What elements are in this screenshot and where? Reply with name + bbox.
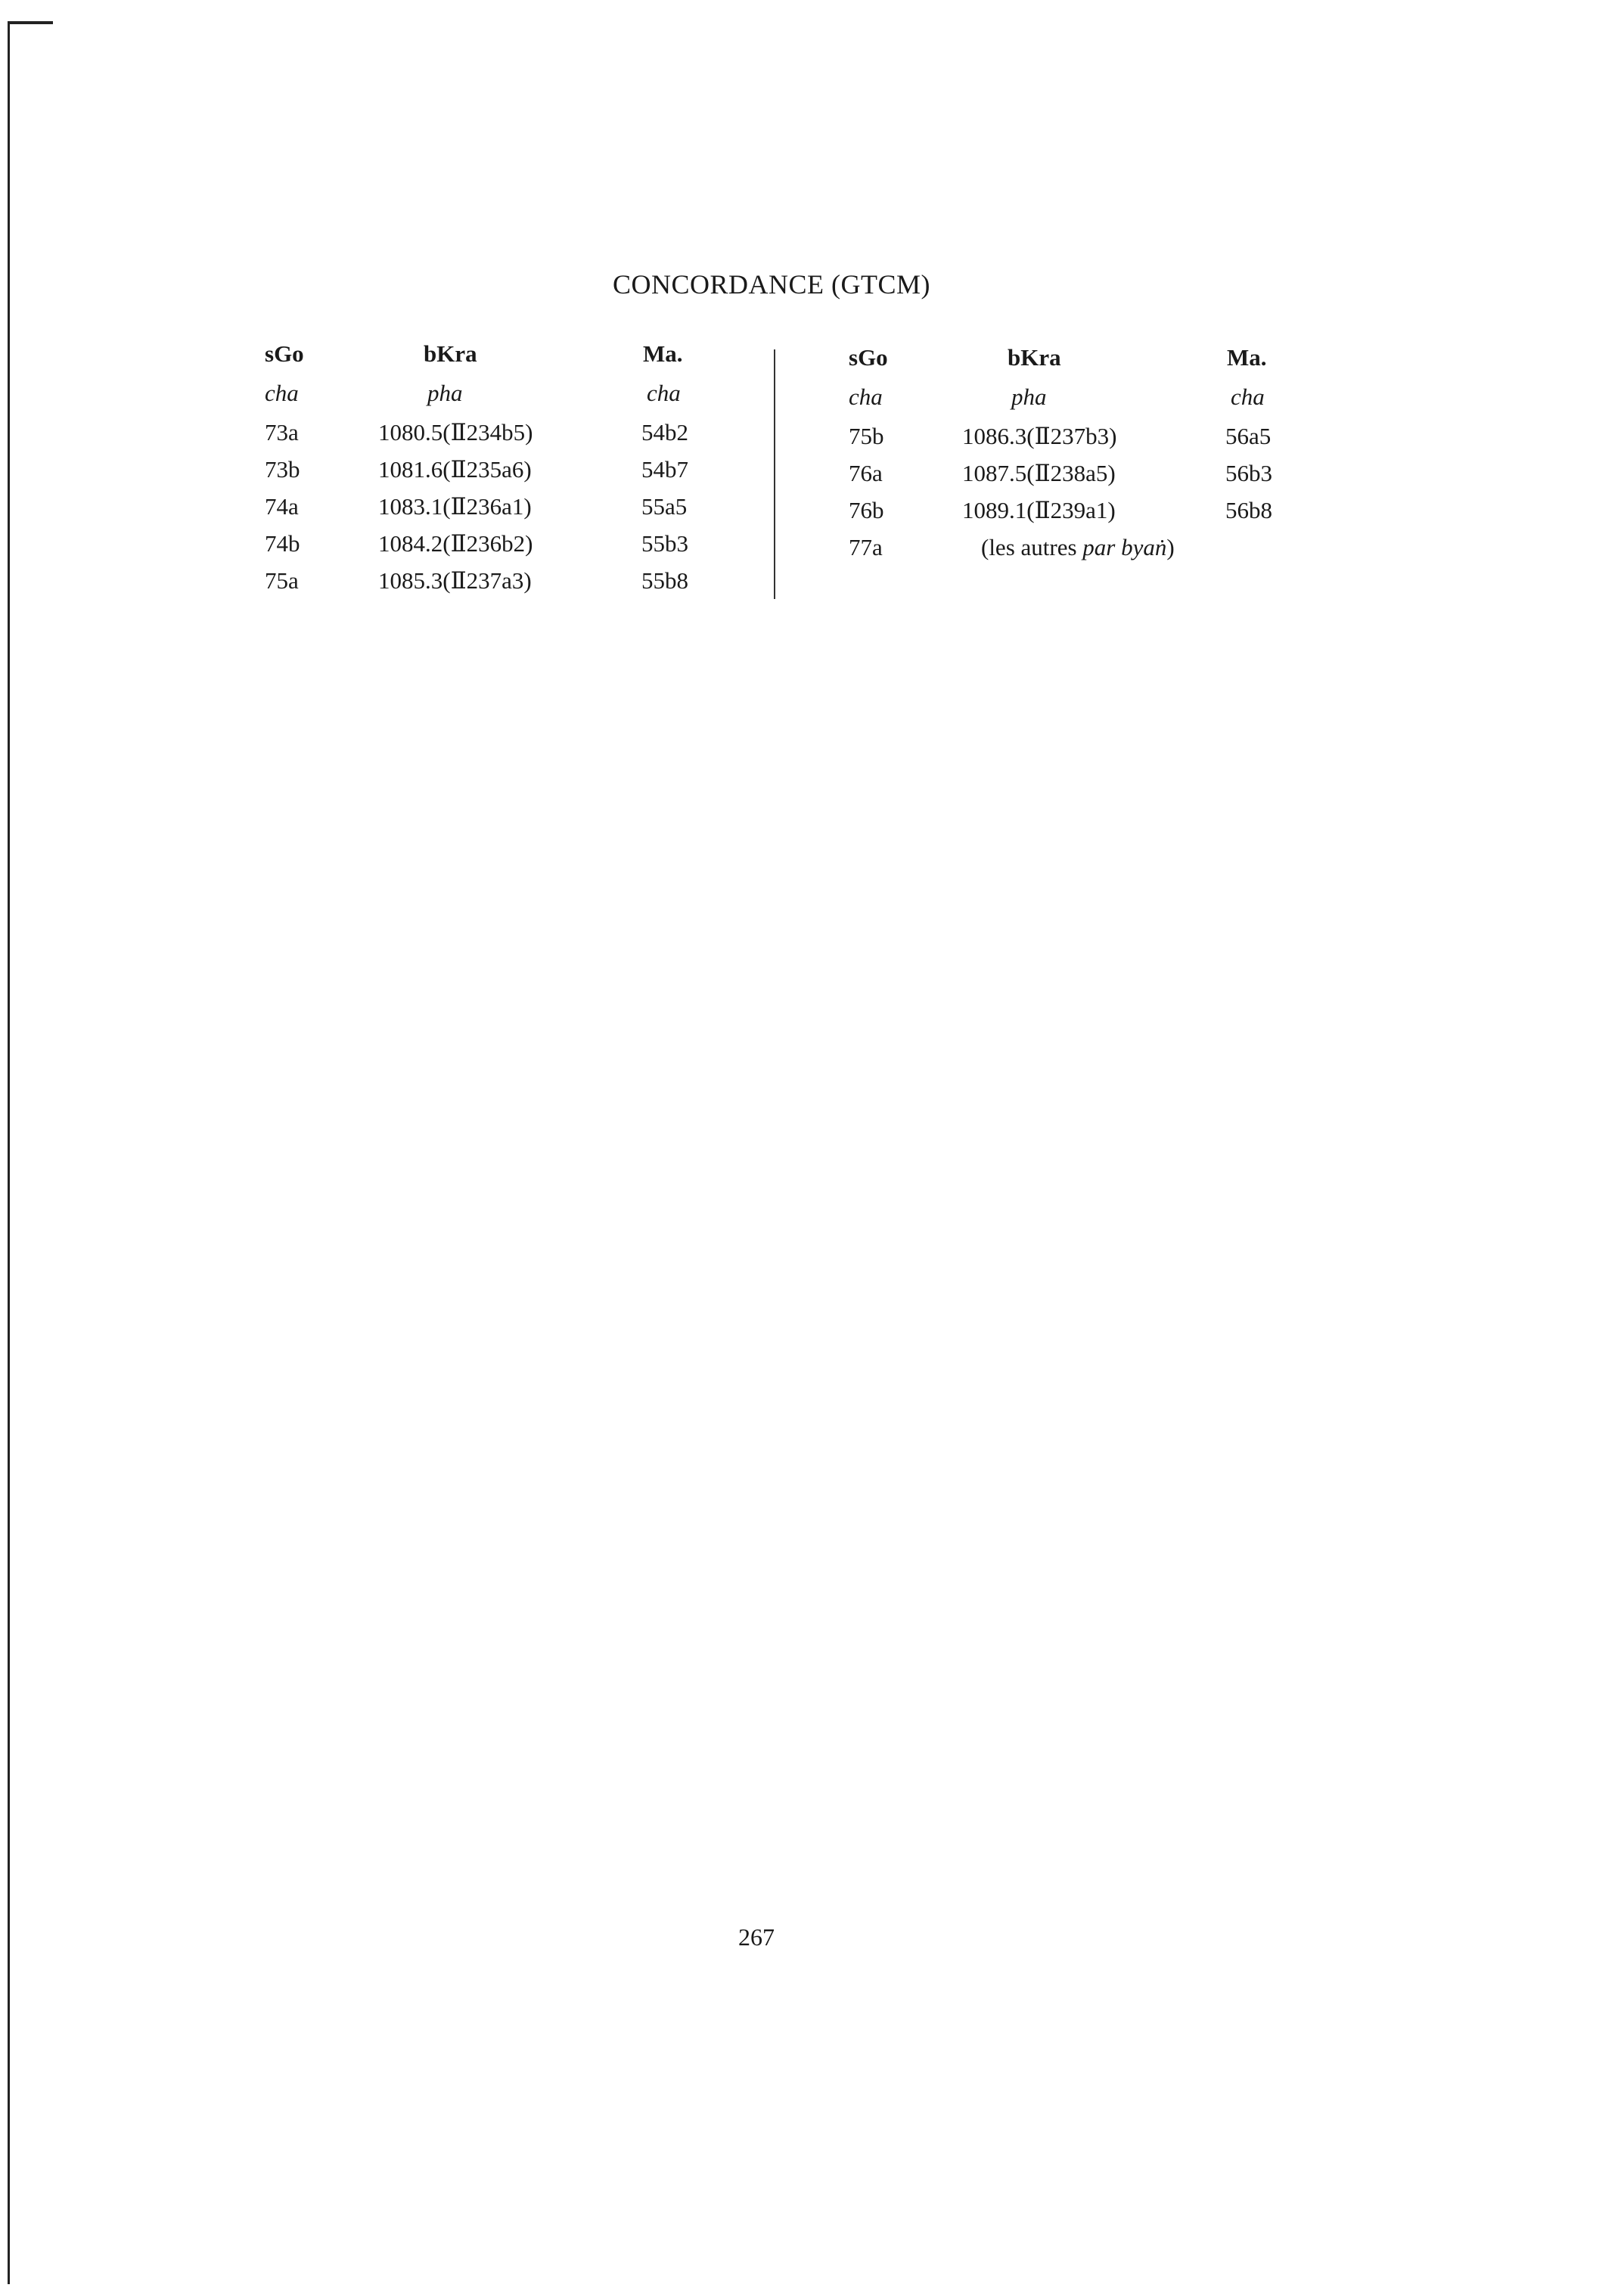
table-row: [265, 567, 734, 604]
note-text: [981, 534, 1175, 561]
header-bkra: bKra: [1008, 344, 1061, 371]
cell-sgo: 76a: [849, 460, 883, 486]
table-row: [849, 497, 1318, 534]
cell-sgo: 75a: [265, 567, 299, 594]
cell-ma: 55a5: [641, 493, 688, 520]
note-suffix: ): [1166, 534, 1175, 560]
column-divider: [774, 349, 775, 599]
subheader-sgo: cha: [849, 383, 883, 410]
concordance-table-left: [265, 340, 734, 604]
header-sgo: sGo: [265, 340, 304, 367]
cell-ma: 54b7: [641, 456, 688, 483]
cell-sgo: 73b: [265, 456, 300, 483]
table-row: [265, 419, 734, 456]
table-row-note: [849, 534, 1318, 571]
table-row: [849, 423, 1318, 460]
cell-bkra: 1080.5(Ⅱ234b5): [378, 419, 533, 445]
cell-ma: 56b3: [1225, 460, 1272, 486]
cell-sgo: 74b: [265, 530, 300, 557]
note-prefix: (les autres: [981, 534, 1083, 560]
table-row: [265, 530, 734, 567]
page-number: 267: [738, 1923, 775, 1951]
cell-bkra: 1085.3(Ⅱ237a3): [378, 567, 532, 594]
concordance-table-right: [849, 344, 1318, 571]
cell-sgo: 75b: [849, 423, 884, 449]
subheader-row: [265, 380, 734, 419]
cell-bkra: 1089.1(Ⅱ239a1): [962, 497, 1116, 523]
cell-ma: 56b8: [1225, 497, 1272, 523]
header-bkra: bKra: [424, 340, 477, 367]
page-title: CONCORDANCE (GTCM): [612, 269, 930, 300]
cell-sgo: 77a: [849, 534, 883, 560]
header-row: [849, 344, 1318, 383]
note-italic: par byaṅ: [1082, 534, 1167, 560]
subheader-sgo: cha: [265, 380, 299, 406]
cell-bkra: 1084.2(Ⅱ236b2): [378, 530, 533, 557]
subheader-ma: cha: [1231, 383, 1265, 410]
cell-sgo: 73a: [265, 419, 299, 445]
cell-sgo: 74a: [265, 493, 299, 520]
subheader-ma: cha: [647, 380, 681, 406]
header-ma: Ma.: [1227, 344, 1267, 371]
table-row: [265, 493, 734, 530]
cell-ma: 55b8: [641, 567, 688, 594]
cell-ma: 55b3: [641, 530, 688, 557]
cell-sgo: 76b: [849, 497, 884, 523]
header-sgo: sGo: [849, 344, 888, 371]
cell-ma: 54b2: [641, 419, 688, 445]
cell-bkra: 1087.5(Ⅱ238a5): [962, 460, 1116, 486]
scan-edge-top: [8, 21, 53, 24]
table-row: [265, 456, 734, 493]
header-ma: Ma.: [643, 340, 683, 367]
subheader-row: [849, 383, 1318, 423]
cell-bkra: 1083.1(Ⅱ236a1): [378, 493, 532, 520]
header-row: [265, 340, 734, 380]
table-row: [849, 460, 1318, 497]
cell-bkra: 1086.3(Ⅱ237b3): [962, 423, 1117, 449]
subheader-bkra: pha: [427, 380, 463, 406]
subheader-bkra: pha: [1011, 383, 1047, 410]
cell-ma: 56a5: [1225, 423, 1272, 449]
cell-bkra: 1081.6(Ⅱ235a6): [378, 456, 532, 483]
